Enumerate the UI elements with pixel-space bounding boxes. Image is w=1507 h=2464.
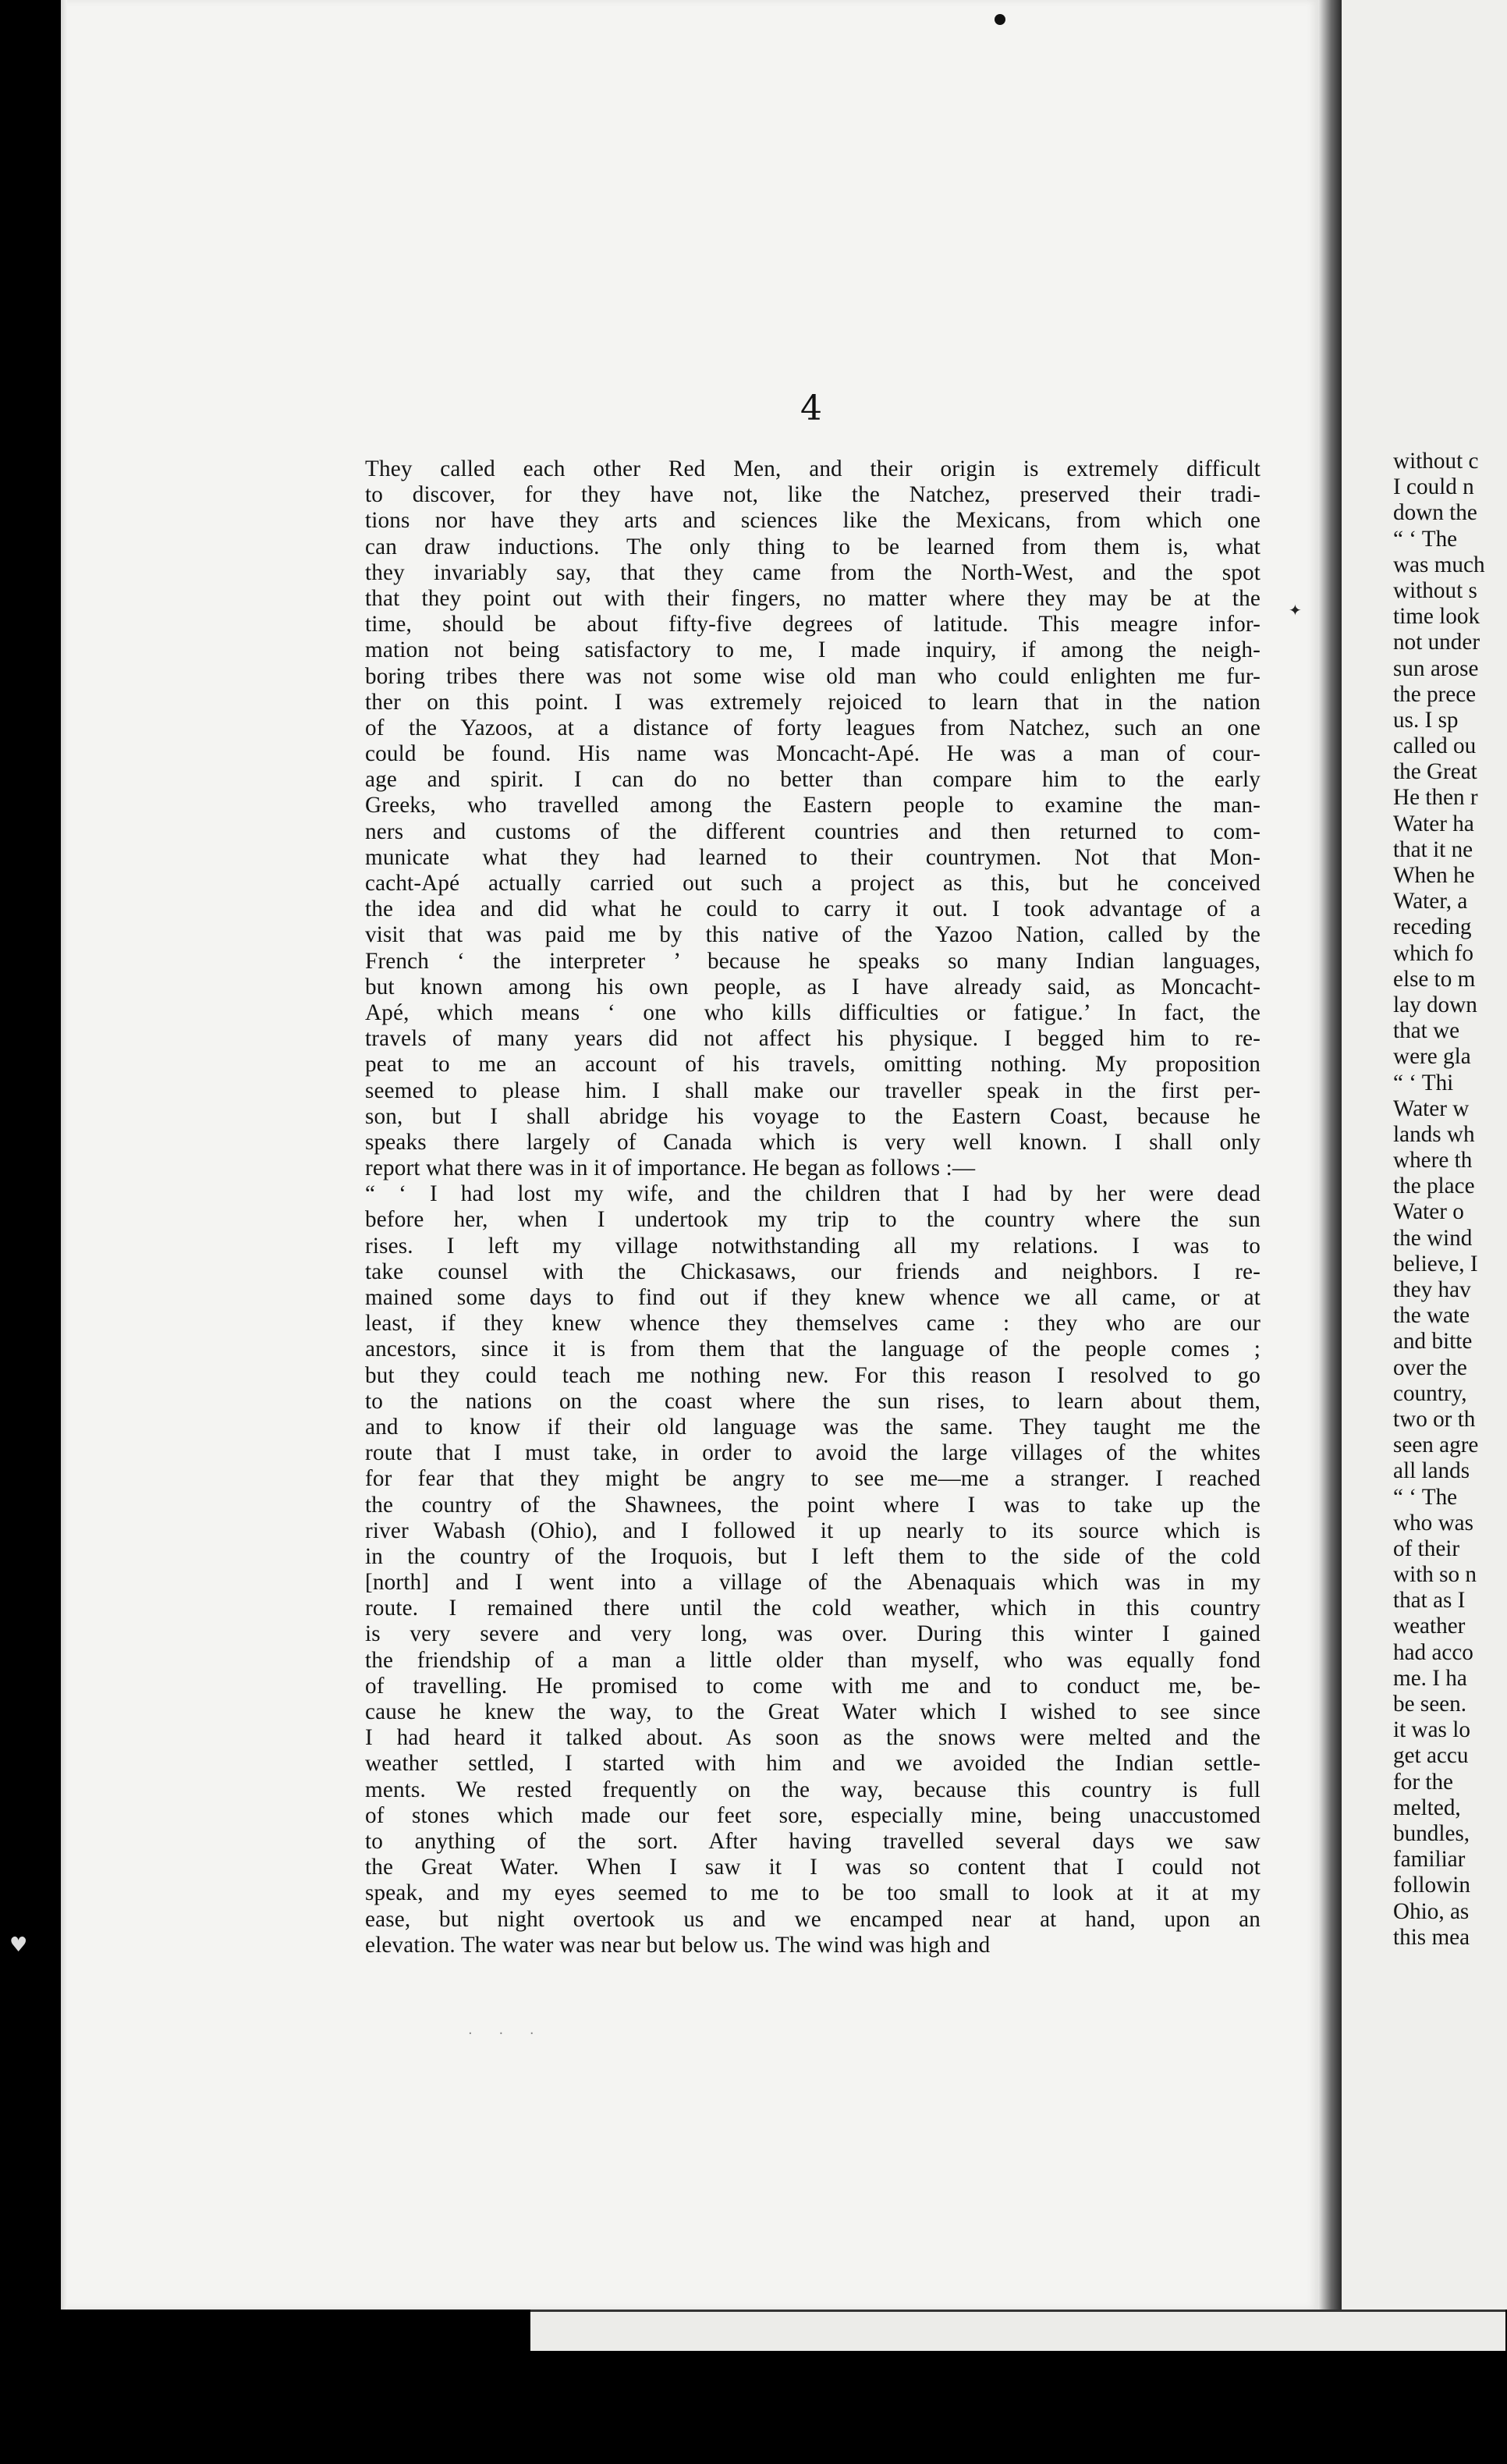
page-number: 4	[800, 389, 822, 428]
right-page-text-line: get accu	[1393, 1743, 1469, 1769]
right-page-text-line: seen agre	[1393, 1433, 1479, 1458]
right-page-text-line: “ ‘ The	[1393, 526, 1458, 552]
right-page-text-line: the wind	[1393, 1225, 1473, 1251]
text-line: to discover, for they have not, like the Natchez, preserved their tradi-	[365, 482, 1261, 508]
right-page-text-line: followin	[1393, 1873, 1470, 1898]
text-line: report what there was in it of importance. He began as follows :—	[365, 1156, 976, 1181]
right-page-text-line: which fo	[1393, 940, 1473, 966]
right-page-text-line: without c	[1393, 449, 1479, 474]
text-line: [north] and I went into a village of the Abenaquais which was in my	[365, 1570, 1261, 1596]
text-line: they invariably say, that they came from the North-West, and the spot	[365, 559, 1261, 585]
text-line: to the nations on the coast where the sun rises, to learn about them,	[365, 1388, 1261, 1414]
text-line: visit that was paid me by this native of the Yazoo Nation, called by the	[365, 922, 1261, 948]
right-page-text-line: it was lo	[1393, 1717, 1470, 1743]
text-line: the country of the Shawnees, the point where I was to take up the	[365, 1492, 1261, 1518]
main-text-column	[365, 456, 1261, 1958]
right-page-text-line: melted,	[1393, 1795, 1461, 1820]
text-line: son, but I shall abridge his voyage to the Eastern Coast, because he	[365, 1103, 1261, 1129]
right-page-text-line: this mea	[1393, 1924, 1470, 1950]
ink-dot	[995, 14, 1005, 25]
left-page-edge	[61, 0, 67, 2310]
text-line: of travelling. He promised to come with me and to conduct me, be-	[365, 1673, 1261, 1699]
right-page-text-line: over the	[1393, 1354, 1467, 1380]
right-page-text-line: When he	[1393, 863, 1475, 888]
right-page-text-line: sun arose	[1393, 655, 1479, 681]
right-page-text-line: with so n	[1393, 1562, 1477, 1588]
text-line: speaks there largely of Canada which is very well known. I shall only	[365, 1129, 1261, 1155]
text-line: seemed to please him. I shall make our traveller speak in the first per-	[365, 1078, 1261, 1103]
text-line: and to know if their old language was the same. They taught me the	[365, 1414, 1261, 1440]
right-page-text-line: the prece	[1393, 681, 1477, 707]
text-line: mation not being satisfactory to me, I made inquiry, if among the neigh-	[365, 637, 1261, 663]
right-page-text-line: “ ‘ Thi	[1393, 1070, 1454, 1095]
right-page-text-line: believe, I	[1393, 1251, 1478, 1276]
edge-mark: ♥	[9, 1933, 28, 1957]
right-page-text-line: He then r	[1393, 785, 1478, 811]
right-page-text-line: I could n	[1393, 474, 1474, 500]
text-line: that they point out with their fingers, no matter where they may be at the	[365, 585, 1261, 611]
text-line: They called each other Red Men, and their origin is extremely difficult	[365, 456, 1261, 481]
text-line: ancestors, since it is from them that the language of the people comes ;	[365, 1337, 1261, 1362]
right-page-text-line: lands wh	[1393, 1121, 1475, 1147]
text-line: peat to me an account of his travels, omitting nothing. My proposition	[365, 1052, 1261, 1078]
text-line: French ‘ the interpreter ’ because he speaks so many Indian languages,	[365, 948, 1261, 974]
margin-mark: ✦	[1289, 601, 1302, 620]
text-line: can draw inductions. The only thing to be learned from them is, what	[365, 534, 1261, 559]
right-page-text-line: that it ne	[1393, 836, 1473, 862]
right-page-text-line: for the	[1393, 1769, 1453, 1795]
text-line: but they could teach me nothing new. For this reason I resolved to go	[365, 1362, 1261, 1388]
right-page-text-line: “ ‘ The	[1393, 1484, 1458, 1510]
right-page-text-line: they hav	[1393, 1277, 1471, 1302]
text-line: the friendship of a man a little older than myself, who was equally fond	[365, 1647, 1261, 1673]
text-line: tions nor have they arts and sciences like the Mexicans, from which one	[365, 508, 1261, 534]
right-page-text-line: had acco	[1393, 1639, 1473, 1665]
right-page-text-line: me. I ha	[1393, 1665, 1467, 1691]
right-page-text-line: Water, a	[1393, 889, 1468, 914]
text-line: boring tribes there was not some wise old man who could enlighten me fur-	[365, 663, 1261, 689]
right-page-text-line: down the	[1393, 500, 1477, 526]
text-line: route that I must take, in order to avoid the large villages of the whites	[365, 1440, 1261, 1466]
right-page-text-line: was much	[1393, 552, 1485, 577]
text-line: weather settled, I started with him and we avoided the Indian settle-	[365, 1751, 1261, 1777]
right-page-text-line: time look	[1393, 604, 1480, 630]
right-page-text-line: that as I	[1393, 1588, 1466, 1614]
right-page-text-line: the Great	[1393, 759, 1477, 785]
text-line: the idea and did what he could to carry it out. I took advantage of a	[365, 896, 1261, 922]
right-page-text-line: Ohio, as	[1393, 1898, 1470, 1924]
right-page-text-line: and bitte	[1393, 1329, 1473, 1354]
right-page-text-line: not under	[1393, 630, 1480, 655]
text-line: in the country of the Iroquois, but I left them to the side of the cold	[365, 1543, 1261, 1569]
right-page-text-line: all lands	[1393, 1458, 1470, 1484]
right-page-text-line: Water ha	[1393, 811, 1474, 836]
right-page-text-line: country,	[1393, 1380, 1467, 1406]
text-line: before her, when I undertook my trip to the country where the sun	[365, 1207, 1261, 1233]
right-page-text-line: called ou	[1393, 733, 1477, 759]
right-page-text-line: two or th	[1393, 1406, 1476, 1432]
right-page-text-line: that we	[1393, 1018, 1460, 1044]
right-page-text-line: lay down	[1393, 992, 1477, 1017]
right-page-text-line: bundles,	[1393, 1820, 1470, 1846]
right-page-text-line: familiar	[1393, 1847, 1466, 1873]
text-line: travels of many years did not affect his physique. I begged him to re-	[365, 1026, 1261, 1052]
text-line: elevation. The water was near but below us. The wind was high and	[365, 1932, 991, 1958]
text-line: is very severe and very long, was over. During this winter I gained	[365, 1621, 1261, 1647]
text-line: “ ‘ I had lost my wife, and the children that I had by her were dead	[365, 1181, 1261, 1207]
right-page-text-line: be seen.	[1393, 1692, 1467, 1717]
text-line: speak, and my eyes seemed to me to be too small to look at it at my	[365, 1880, 1261, 1906]
text-line: time, should be about fifty-five degrees of latitude. This meagre infor-	[365, 612, 1261, 637]
right-page-text-line: Water o	[1393, 1199, 1464, 1225]
text-line: river Wabash (Ohio), and I followed it up nearly to its source which is	[365, 1518, 1261, 1543]
text-line: the Great Water. When I saw it I was so content that I could not	[365, 1855, 1261, 1880]
right-page-text-column	[1393, 449, 1507, 1951]
text-line: Greeks, who travelled among the Eastern people to examine the man-	[365, 793, 1261, 818]
text-line: ther on this point. I was extremely rejoiced to learn that in the nation	[365, 689, 1261, 715]
text-line: ners and customs of the different countries and then returned to com-	[365, 818, 1261, 844]
text-line: cacht-Apé actually carried out such a project as this, but he conceived	[365, 871, 1261, 896]
right-page-text-line: us. I sp	[1393, 707, 1459, 733]
text-line: age and spirit. I can do no better than compare him to the early	[365, 767, 1261, 793]
text-line: mained some days to find out if they knew whence we all came, or at	[365, 1285, 1261, 1310]
text-line: to anything of the sort. After having travelled several days we saw	[365, 1828, 1261, 1854]
text-line: of the Yazoos, at a distance of forty leagues from Natchez, such an one	[365, 715, 1261, 740]
text-line: cause he knew the way, to the Great Water which I wished to see since	[365, 1699, 1261, 1724]
right-page-text-line: Water w	[1393, 1095, 1470, 1121]
text-line: take counsel with the Chickasaws, our friends and neighbors. I re-	[365, 1259, 1261, 1284]
right-page-text-line: who was	[1393, 1510, 1473, 1536]
book-gutter	[1318, 0, 1342, 2310]
text-line: ease, but night overtook us and we encamped near at hand, upon an	[365, 1906, 1261, 1932]
right-page-text-line: else to m	[1393, 966, 1476, 992]
text-line: I had heard it talked about. As soon as the snows were melted and the	[365, 1725, 1261, 1751]
text-line: municate what they had learned to their countrymen. Not that Mon-	[365, 844, 1261, 870]
right-page-text-line: of their	[1393, 1536, 1460, 1561]
text-line: but known among his own people, as I have already said, as Moncacht-	[365, 974, 1261, 999]
text-line: rises. I left my village notwithstanding all my relations. I was to	[365, 1233, 1261, 1259]
ink-specks: · · ·	[468, 2026, 545, 2042]
text-line: of stones which made our feet sore, especially mine, being unaccustomed	[365, 1802, 1261, 1828]
right-page-text-line: the wate	[1393, 1303, 1470, 1329]
right-page-text-line: without s	[1393, 577, 1477, 603]
right-page-text-line: were gla	[1393, 1044, 1471, 1070]
right-page-text-line: where th	[1393, 1148, 1473, 1173]
text-line: route. I remained there until the cold weather, which in this country	[365, 1596, 1261, 1621]
right-page-text-line: weather	[1393, 1614, 1466, 1639]
text-line: for fear that they might be angry to see me—me a stranger. I reached	[365, 1466, 1261, 1492]
right-page-text-line: the place	[1393, 1173, 1475, 1199]
right-page-text-line: receding	[1393, 914, 1472, 940]
page-bottom-strip	[530, 2310, 1505, 2351]
text-line: Apé, which means ‘ one who kills difficulties or fatigue.’ In fact, the	[365, 999, 1261, 1025]
text-line: ments. We rested frequently on the way, because this country is full	[365, 1777, 1261, 1802]
text-line: could be found. His name was Moncacht-Apé. He was a man of cour-	[365, 741, 1261, 767]
text-line: least, if they knew whence they themselves came : they who are our	[365, 1311, 1261, 1337]
